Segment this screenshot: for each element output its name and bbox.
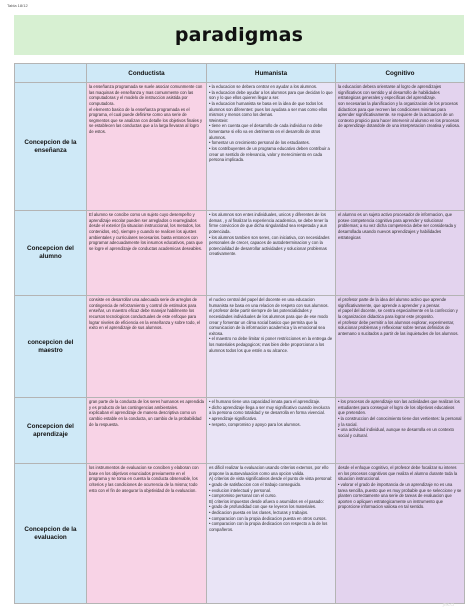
cell-conductista: gran parte de la conducta de los seres humanos es aprendida y es producto de las contingencias ambientales. explicaban el aprendizaje de manera descriptiva como un cambio estable en la conducta, un cambio de la probabilidad de la respuesta. [89,399,204,427]
table-row [15,464,465,604]
cell-cognitivo: el profesor parte de la idea del alumno activo que aprende significativamente, que aprende a aprender y a pensar. el papel del docente, se centra especialmente en la confeccion y la organizacion didactica para lograr este proposito. el profesor debe permitir a los alumnos explorar, experimentar, solucionar problemas y reflexionar sobre temas definidos de antemano o sucitados a partir de las inquietudes de los alumnos. [338,297,459,336]
cell-cognitivo: la educacion debera orientarse al logro de aprendizajes significativos con sentido y al desarrollo de habilidades estrategicas generales y especificas del aprendizaje. son necesarias la planificacion y la organizacion de los procesos didacticos para que recreen las condiciones minimas para aprender significativamente. se requiere de la actuacion de un contexto propicio para hacer intervenir al alumno en los procesos de aprendizaje dotandole de una interpretacion creativa y valiosa. [338,84,460,129]
row-label: Concepcion de la evaluacion [15,464,87,604]
cell-humanista: • los alumnos son entes individuales, unicos y diferentes de los demas , y al finalizar la experiencia academica, se debe tener la firme conviccion de que dicha singularidad sea respetada y aun potenciada. • los alumnos tambien son seres, con iniciativa, con necesidades personales de crecer, capaces de autodeterminacion y con la potencialidad de desarrollar actividades y solucionar problemas creativamente. [209,212,330,257]
table-row [15,296,465,398]
column-header-humanista: Humanista [207,64,336,83]
watermark: jnk.cl [442,602,454,608]
table-row [15,398,465,464]
top-label: Tabla 18/12 [7,3,28,8]
row-label: Concepcion del alumno [15,211,87,296]
row-label: concepcion del maestro [15,296,87,398]
title-banner [14,15,464,55]
cell-cognitivo: desde el enfoque cognitivo, el profesor debe focalizar su interes en los procesos cognitivos que realiza el alumno durante toda la situacion instruccional. • valorar el grado de importancia de un aprendizaje no es una tarea sencilla, puesto que es muy probable que se seleccione y se planten correctamente una serie de tareas de evaluacion que aporten o apliquen estrategicamente un instrumento que proporcione informacion valiosa en tal sentido. [338,465,462,510]
header-corner [15,64,87,83]
header-row [15,64,465,83]
cell-cognitivo: • los procesos de aprendizaje son las actividades que realizan los estudiantes para conseguir el logro de los objetivos educativos que pretenden. • la construccion del conocimiento tiene dos vertientes: la personal y la social. • una actividad individual, aunque se desarrolla en un contexto social y cultural. [338,399,462,438]
cell-conductista: El alumno se concibe como un sujeto cuyo desempeño y aprendizaje escolar pueden ser arreglados o rearreglados desde el exterior (la situacion instruccional, los metodos, los contenidos, etc), siempre y cuando se realicen los ajustes ambientales y curriculares necesarios. basta entonces con programar adecuadamente los insumos educativos, para que se logre el aprendizaje de conductas academicas deseables. [89,212,203,251]
cell-humanista: el nucleo central del papel del docente en una educacion humanista se basa en una relacion de respeto con sus alumnos. el profesor debe partir siempre de las potencialidades y necesidades individuales de los alumnos para que de ese modo crear y fomentar un clima social basico que permita que la comunicacion de la informacion academica y la emocional sea exitosa. • el maestro no debe limitar ni poner restricciones en la entrega de los materiales pedagogicos; mas bien debe proporcionar a los alumnos todos los que estén a su alcance. [209,297,333,353]
row-label: Concepcion de la enseñanza [15,83,87,211]
page-title: paradigmas [174,24,304,46]
cell-humanista: es dificil realizar la evaluacion usando criterios externos, por ello propone la autoevaluacion como una opcion valida. A) criterios de vista significativos desde el punto de vista personal: • grado de satisfaccion con el trabajo conseguido. • evolucion intelectual y personal. • compromiso personal con el curso. B) criterios impuestos desde afuera o asumidos en el pasado: • grado de profundidad con que se leyeron los materiales. • dedicacion puesta en las clases, lecturas y trabajos. • comparacion con la propia dedicacion puesta en otros cursos. • comparacion con la propia dedicacion con respecto a la de los compañeros. [209,465,333,532]
cell-conductista: consiste en desarrollar una adecuada serie de arreglos de contingencia de reforzamiento y control de estimulos para enseñar, un maestro eficaz debe manejar habilmente los recursos tecnologicos conductuales de este enfoque para lograr niveles de eficiencia en la enseñanza y sobre todo, el exito en el aprendizaje de sus alumnos. [89,297,201,331]
cell-conductista: la enseñanza programada se suele asociar comunmente con las maquinas de enseñanza y mas comunmente con las computadoras y el modelo de instruccion asistida por computadora. el elemento basico de la enseñanza programada es el programa, el cual puede definirse como una serie de segmentos que se analizan con detalle los objetivos finales y se establecen las conductas que a la larga llevaran al logro de estos. [89,84,203,134]
column-header-conductista: Conductista [87,64,207,83]
cell-conductista: los instrumentos de evaluacion se conciben y elaboran con base en los objetivos enunciados previamente en el programa y se toma en cuenta la conducta observable, los criterios y las condiciones de ocurrencia de la misma; todo esto con el fin de asegurar la objetividad de la evaluacion. [89,465,199,493]
paradigm-table [14,63,465,604]
column-header-cognitivo: Cognitivo [336,64,465,83]
cell-cognitivo: el alumno es un sujeto activo procesador de informacion, que posee competencia cognitiva para aprender y solucionar problemas; a su vez dicha competencia debe ser considerada y desarrollada usando nuevos aprendizajes y habilidades estrategicas [338,212,457,240]
cell-humanista: • la educacion se debera centrar en ayudar a los alumnos. • la educacion debe ayudar a los alumnos para que decidan lo que son y lo que ellos quieren llegar a ser. • la educacion humanista se basa en la idea de que todos los alumnos son diferentes: pues los ayudara a ser mas como ellos mismos y menos como los demas. Weinstein: • tiene en cuenta que el desarrollo de cada individuo no debe fomentarse si ello va en detrimento en el desarrollo de otros alumnos. • fomentar un crecimiento personal de los estudiantes. • los contribuyentes de un programa educativo deben contribuir a crear un sentido de relevancia, valor y merecimiento en cada persona implicada. [209,84,333,163]
table-row [15,211,465,296]
cell-humanista: • el humano tiene una capacidad innata para el aprendizaje. • dicho aprendizaje llega a ser muy significativo cuando involucra a la persona como totalidad y se desarrolla en forma vivencial. • aprendizaje significativo. • respeto, compromiso y apoyo para los alumnos. [209,399,330,427]
table-row [15,83,465,211]
row-label: Concepcion del aprendizaje [15,398,87,464]
